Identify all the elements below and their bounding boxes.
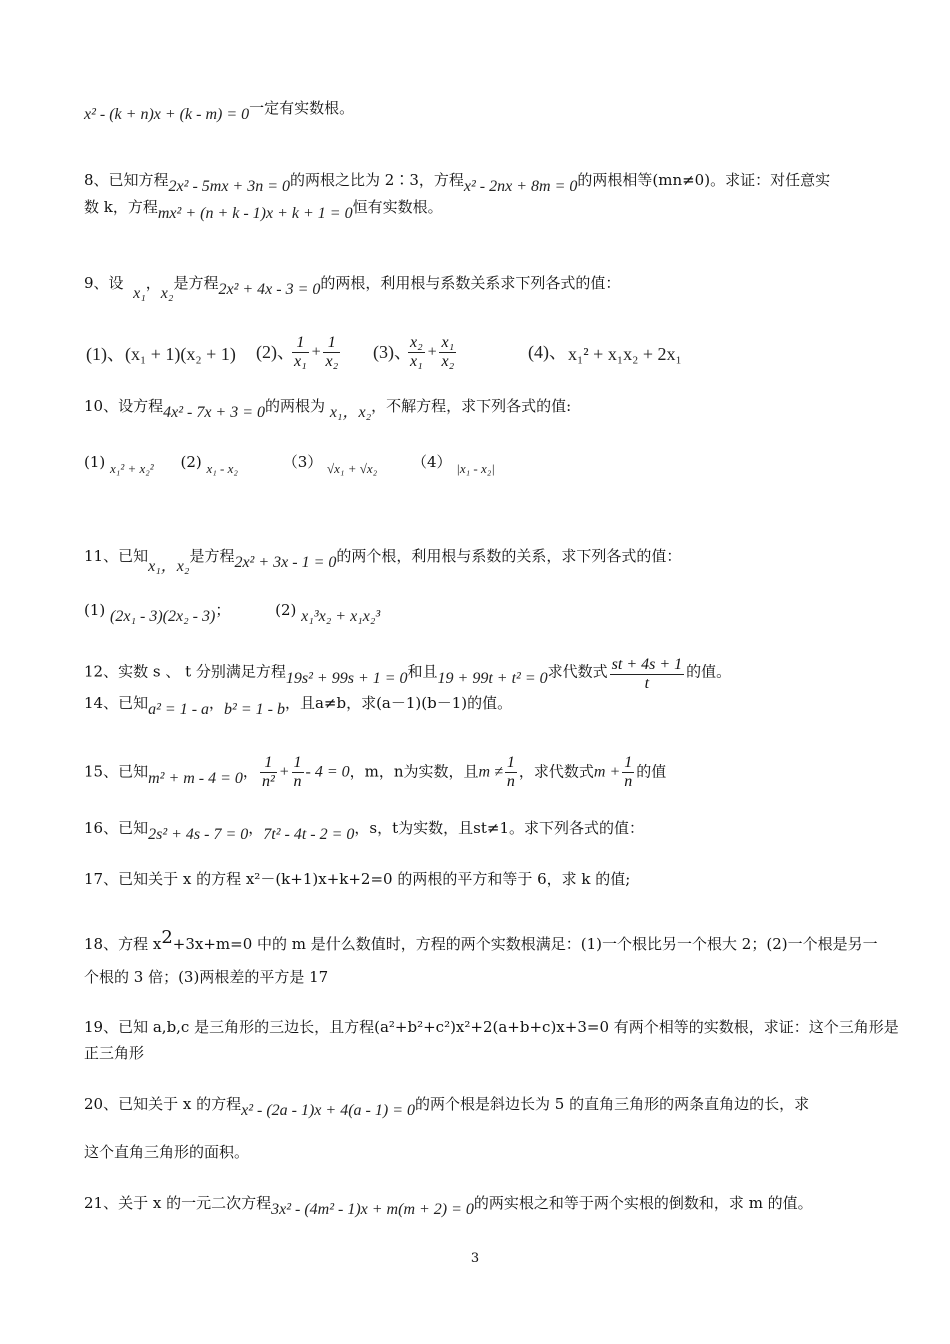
item-2: $\frac{1}{\text{x₁}}$ + $\frac{1}{\text{x₂}}$	[294, 334, 339, 370]
question-16	[84, 818, 892, 843]
item-1: (1)、(x₁ + 1)(x₂ + 1)	[86, 344, 236, 364]
equation: 7t² - 4t - 2 = 0	[263, 826, 355, 843]
text: 12、实数 s 、 t 分别满足方程	[84, 662, 286, 681]
equation: 19s² + 99s + 1 = 0	[285, 669, 408, 687]
variable: x₂	[160, 285, 174, 302]
text: 正三角形	[84, 1044, 145, 1062]
text: 的两根为	[265, 397, 326, 415]
question-18-continuation	[84, 967, 892, 987]
operator: +	[278, 763, 290, 781]
text: 是方程	[189, 547, 235, 565]
text: 19、已知 a,b,c 是三角形的三边长，且方程(a²+b²+c²)x²+2(a+b+c)x+3=0 有两个相等的实数根，求证：这个三角形是	[84, 1018, 899, 1036]
item-label: （3）	[282, 453, 323, 471]
text: 是方程	[173, 274, 219, 292]
equation: mx² + (n + k - 1)x + k + 1 = 0	[157, 205, 353, 222]
expression: √x₁ + √x₂	[327, 461, 378, 476]
text: 的两实根之和等于两个实根的倒数和，求 m 的值。	[473, 1194, 813, 1212]
text: 16、已知	[84, 819, 149, 837]
expression: (2x₁ - 3)(2x₂ - 3)	[110, 608, 216, 625]
question-8	[84, 170, 892, 195]
question-20-continuation	[84, 1142, 892, 1162]
text: ；	[215, 601, 231, 619]
text: 的两根，利用根与系数关系求下列各式的值：	[320, 274, 621, 292]
text: 的值	[636, 762, 667, 781]
text: ，	[145, 274, 161, 292]
expression: |x₁ - x₂|	[456, 461, 495, 476]
text: 个根的 3 倍；(3)两根差的平方是 17	[84, 968, 329, 986]
item-4: x₁² + x₁x₂ + 2x₁	[568, 344, 682, 364]
text: ，	[209, 694, 225, 712]
fraction: $\frac{1}{\text{x₁}}$	[294, 334, 307, 370]
equation: m² + m - 4 = 0	[148, 769, 243, 787]
item-label: (2)	[180, 453, 202, 471]
text: ，m，n为实数，且	[349, 762, 479, 781]
variables: x₁，x₂	[148, 558, 190, 575]
question-12	[84, 654, 892, 691]
equation: 2x² - 5mx + 3n = 0	[168, 178, 291, 195]
question-9-items	[84, 334, 892, 378]
text: 14、已知	[84, 694, 149, 712]
text: 的值。	[686, 662, 732, 681]
fraction: $\frac{1}{n}$	[293, 754, 302, 790]
equation: 19 + 99t + t² = 0	[437, 669, 548, 687]
text: 21、关于 x 的一元二次方程	[84, 1194, 272, 1212]
question-18	[84, 927, 892, 954]
item-2-label: (2)、	[256, 342, 295, 362]
fraction: $\frac{\text{x₂}}{\text{x₁}}$	[410, 334, 423, 370]
question-9	[84, 273, 892, 302]
text: ，求代数式	[518, 762, 594, 781]
text: 恒有实数根。	[352, 198, 443, 216]
equation: a² = 1 - a	[148, 701, 210, 718]
text: 20、已知关于 x 的方程	[84, 1095, 242, 1113]
text: 10、设方程	[84, 397, 164, 415]
question-15	[84, 754, 892, 791]
equation: 2x² + 3x - 1 = 0	[234, 554, 337, 571]
fraction: $\frac{\text{x₁}}{\text{x₂}}$	[441, 334, 455, 370]
text: 和且	[407, 662, 438, 681]
question-10	[84, 396, 892, 421]
fraction: $\frac{st + 4s + 1}{t}$	[611, 656, 683, 692]
equation: x² - (k + n)x + (k - m) = 0	[84, 106, 250, 123]
item-4-label: (4)、	[528, 342, 567, 362]
text: 数 k，方程	[84, 198, 158, 216]
equation: 4x² - 7x + 3 = 0	[163, 404, 266, 421]
question-10-items	[84, 452, 892, 476]
equation: 3x² - (4m² - 1)x + m(m + 2) = 0	[271, 1201, 474, 1218]
text: +3x+m=0 中的 m 是什么数值时，方程的两个实数根满足：(1)一个根比另一个根大 2；(2)一个根是另一	[172, 935, 878, 953]
equation: x² - (2a - 1)x + 4(a - 1) = 0	[241, 1102, 415, 1119]
question-11-items	[84, 600, 892, 625]
question-17	[84, 869, 892, 889]
expression: x₁³x₂ + x₁x₂³	[301, 608, 381, 625]
question-21	[84, 1193, 892, 1218]
text: 17、已知关于 x 的方程 x²－(k+1)x+k+2=0 的两根的平方和等于 6，求 k 的值;	[84, 870, 631, 888]
expression: m +	[593, 763, 621, 781]
fraction: $\frac{1}{\text{n²}}$	[261, 754, 275, 790]
equation: x² - 2nx + 8m = 0	[463, 178, 578, 195]
equation: 2s² + 4s - 7 = 0	[148, 826, 249, 843]
equation: - 4 = 0	[305, 763, 350, 781]
text: ，不解方程，求下列各式的值:	[371, 397, 572, 415]
text: 的两个根，利用根与系数的关系，求下列各式的值：	[336, 547, 682, 565]
item-label: （4）	[411, 453, 452, 471]
text: ，且a≠b，求(a－1)(b－1)的值。	[284, 694, 513, 712]
line-7-continuation	[84, 98, 892, 123]
page-number: 3	[470, 1251, 480, 1266]
question-20	[84, 1094, 892, 1119]
question-8-continuation	[84, 197, 892, 222]
item-3: $\frac{\text{x₂}}{\text{x₁}}$ + $\frac{\text{x₁}}{\text{x₂}}$	[410, 334, 455, 370]
text: 一定有实数根。	[249, 99, 355, 117]
item-label: (1)	[84, 601, 106, 619]
text: ，s，t为实数，且st≠1。求下列各式的值：	[354, 819, 644, 837]
question-11	[84, 546, 892, 575]
text: 求代数式	[547, 662, 608, 681]
text: 的两根相等(mn≠0)。求证：对任意实	[577, 171, 831, 189]
question-19	[84, 1017, 899, 1037]
expression: x₁² + x₂²	[110, 461, 154, 476]
text: 的两根之比为 2∶3，方程	[290, 171, 464, 189]
text: 11、已知	[84, 547, 149, 565]
text: 的两个根是斜边长为 5 的直角三角形的两条直角边的长，求	[414, 1095, 810, 1113]
question-14	[84, 693, 892, 718]
item-label: (2)	[275, 601, 297, 619]
text: 9、设	[84, 274, 124, 292]
expression: m ≠	[478, 763, 503, 781]
text: 这个直角三角形的面积。	[84, 1143, 250, 1161]
text: ，	[248, 819, 264, 837]
equation: b² = 1 - b	[224, 701, 285, 718]
text: 15、已知	[84, 762, 149, 781]
fraction: $\frac{1}{n}$	[624, 754, 633, 790]
item-3-label: (3)、	[373, 342, 412, 362]
text: ，	[242, 762, 258, 781]
fraction: $\frac{1}{\text{x₂}}$	[325, 334, 339, 370]
expression: x₁ - x₂	[206, 461, 238, 476]
variable: x₁	[133, 285, 146, 302]
text: 18、方程 x	[84, 935, 162, 953]
fraction: $\frac{1}{n}$	[506, 754, 515, 790]
item-label: (1)	[84, 453, 106, 471]
equation: 2x² + 4x - 3 = 0	[218, 281, 321, 298]
question-19-continuation	[84, 1043, 892, 1063]
text: 8、已知方程	[84, 171, 169, 189]
superscript: 2	[161, 927, 173, 948]
variables: x₁，x₂	[329, 404, 372, 421]
